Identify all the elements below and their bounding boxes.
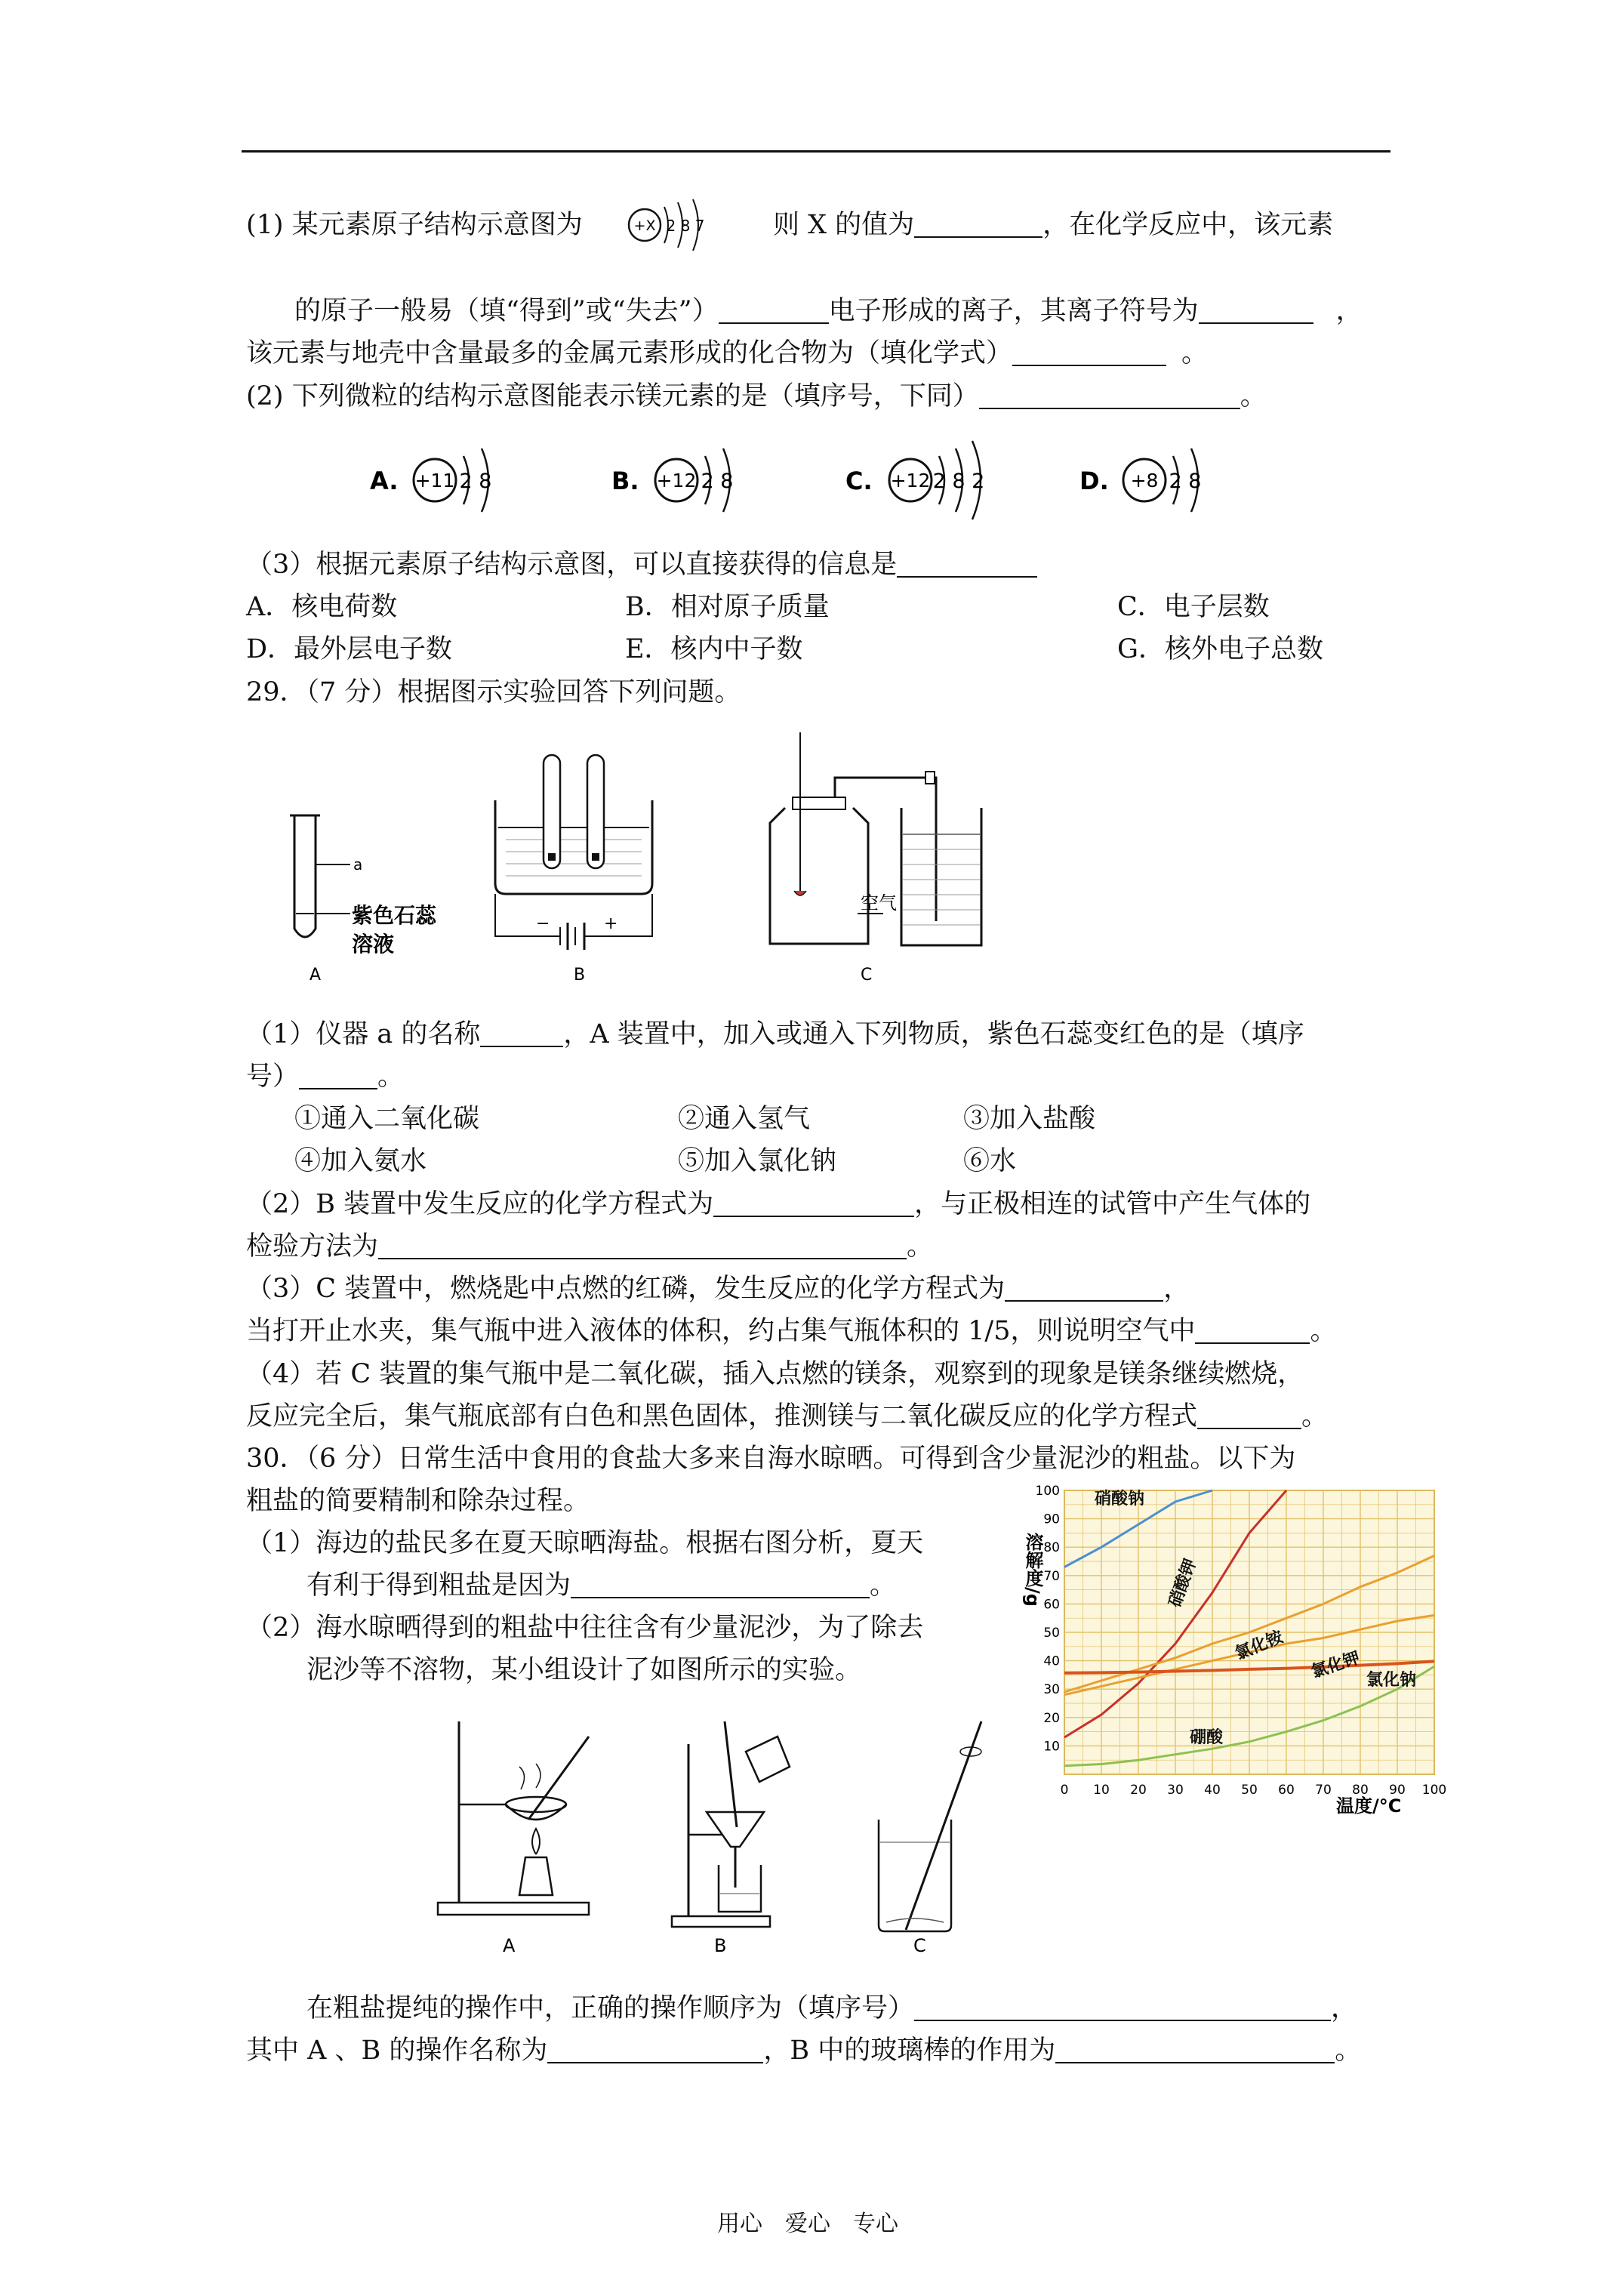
q29-item-4: ④加入氨水 [294, 1146, 427, 1176]
chart-y-ticks [1036, 1484, 1060, 1754]
y-tick-label: 100 [1035, 1484, 1060, 1499]
x-tick-label: 60 [1278, 1783, 1295, 1798]
q28-opt-g: G．核外电子总数 [1117, 634, 1323, 664]
blank-equation-mg[interactable] [1197, 1402, 1301, 1429]
chart-xlabel: 温度/°C [1336, 1795, 1402, 1817]
q30-p1-a: （1）海边的盐民多在夏天晾晒海盐。根据右图分析，夏天 [246, 1528, 924, 1558]
solubility-chart [1012, 1480, 1464, 1827]
svg-text:B: B [574, 966, 586, 985]
blank-compound[interactable] [1012, 339, 1166, 366]
svg-text:+12: +12 [890, 470, 931, 492]
fig-c-dissolving [879, 1721, 981, 1955]
q28-p1-a: (1) 某元素原子结构示意图为 [246, 210, 583, 240]
x-tick-label: 100 [1421, 1783, 1447, 1798]
svg-text:B.: B. [611, 467, 639, 495]
y-tick-label: 80 [1043, 1540, 1060, 1556]
q28-line1-b [773, 208, 1333, 242]
q28-p2-line [246, 380, 1267, 413]
q29-p1-a: （1）仪器 a 的名称 [246, 1019, 481, 1049]
blank-x[interactable] [914, 211, 1042, 238]
svg-text:2 8 2: 2 8 2 [932, 470, 985, 493]
q29-apparatus [279, 725, 1042, 997]
blank-gain-lose[interactable] [719, 297, 829, 324]
q30-p3-c: 其中 A 、B 的操作名称为 [246, 2036, 548, 2066]
q28-atom-diagram [625, 198, 725, 252]
fig-b-filtration [672, 1721, 790, 1955]
q30-p1-line2 [306, 1569, 896, 1602]
blank-order[interactable] [914, 1994, 1331, 2021]
svg-text:−: − [536, 914, 550, 933]
atom-options [362, 429, 1238, 527]
shell-numbers: 2 8 7 [666, 217, 705, 235]
q28-opt-c: C．电子层数 [1117, 592, 1270, 622]
label-h3bo3: 硼酸 [1190, 1728, 1224, 1747]
q29-item-6: ⑥水 [963, 1146, 1017, 1176]
header-rule [242, 150, 1390, 153]
blank-operation[interactable] [547, 2036, 763, 2063]
svg-text:紫色石蕊: 紫色石蕊 [352, 903, 437, 928]
q29-p4-b: 反应完全后，集气瓶底部有白色和黑色固体，推测镁与二氧化碳反应的化学方程式 [246, 1401, 1198, 1432]
q30-p3-a: 在粗盐提纯的操作中，正确的操作顺序为（填序号） [306, 1993, 915, 2023]
fig-b-electrolysis [495, 755, 652, 985]
q28-opt-d: D．最外层电子数 [246, 634, 453, 664]
x-tick-label: 20 [1130, 1783, 1147, 1798]
blank-instrument[interactable] [480, 1020, 563, 1047]
q29-p4-line2 [246, 1400, 1328, 1433]
q29-p3-b: ， [1163, 1274, 1190, 1304]
q29-p3-line1 [246, 1272, 1190, 1305]
q30-p2-a: （2）海水晾晒得到的粗盐中往往含有少量泥沙，为了除去 [246, 1613, 924, 1643]
chart-ylabel: 溶解度/g [1022, 1533, 1043, 1607]
svg-text:溶液: 溶液 [352, 932, 395, 957]
blank-test-method[interactable] [378, 1232, 907, 1259]
q30-p3-b: ， [1331, 1993, 1358, 2023]
blank-reason[interactable] [571, 1571, 870, 1598]
blank-mg[interactable] [979, 382, 1240, 409]
q28-p3-line [246, 548, 1037, 581]
atom-b[interactable] [611, 448, 733, 512]
blank-red[interactable] [299, 1062, 377, 1089]
blank-ion[interactable] [1199, 297, 1313, 324]
q30-p1-b: 有利于得到粗盐是因为 [306, 1570, 571, 1601]
label-nacl: 氯化钠 [1366, 1671, 1417, 1690]
q30-title: 30．（6 分）日常生活中食用的食盐大多来自海水晾晒。可得到含少量泥沙的粗盐。以下为 [246, 1444, 1296, 1474]
q29-p4-c: 。 [1301, 1401, 1329, 1432]
y-tick-label: 70 [1043, 1568, 1060, 1584]
q29-p2-b: ，与正极相连的试管中产生气体的 [914, 1189, 1311, 1219]
label-kcl: 氯化钾 [1309, 1648, 1363, 1682]
atom-d[interactable] [1079, 448, 1201, 512]
q29-p1-d: 。 [377, 1062, 405, 1092]
x-tick-label: 10 [1093, 1783, 1110, 1798]
q29-p2-line1 [246, 1188, 1310, 1221]
q30-p3-line2 [246, 2034, 1361, 2067]
blank-equation-c[interactable] [1005, 1274, 1163, 1302]
q28-line1 [246, 208, 583, 242]
x-tick-label: 90 [1389, 1783, 1406, 1798]
q28-line2 [294, 294, 1363, 328]
svg-text:B: B [714, 1935, 727, 1955]
fig-a-evaporation [438, 1721, 589, 1955]
q29-p1-b: ，A 装置中，加入或通入下列物质，紫色石蕊变红色的是（填序 [563, 1019, 1304, 1049]
fig-a-test-tube [290, 815, 437, 985]
svg-text:+8: +8 [1130, 470, 1159, 492]
q30-p3-line1 [306, 1992, 1357, 2025]
q29-p1-c: 号） [246, 1062, 300, 1092]
q29-p2-c: 检验方法为 [246, 1231, 379, 1262]
y-tick-label: 30 [1043, 1682, 1060, 1698]
q29-item-3: ③加入盐酸 [963, 1104, 1096, 1134]
svg-text:+12: +12 [656, 470, 697, 492]
q29-p3-line2 [246, 1314, 1336, 1348]
svg-text:a: a [353, 855, 363, 874]
svg-text:C: C [913, 1935, 926, 1955]
q30-p3-e: 。 [1335, 2036, 1362, 2066]
q29-p3-c: 当打开止水夹，集气瓶中进入液体的体积，约占集气瓶体积的 1/5，则说明空气中 [246, 1316, 1196, 1346]
svg-text:A: A [503, 1935, 516, 1955]
q29-p3-a: （3）C 装置中，燃烧匙中点燃的红磷，发生反应的化学方程式为 [246, 1274, 1006, 1304]
x-tick-label: 80 [1352, 1783, 1369, 1798]
q28-p1-g: 该元素与地壳中含量最多的金属元素形成的化合物为（填化学式） [246, 338, 1013, 368]
q28-p1-f: ， [1335, 296, 1363, 326]
x-tick-label: 30 [1167, 1783, 1184, 1798]
q28-p1-c: ，在化学反应中，该元素 [1042, 210, 1334, 240]
svg-text:空气: 空气 [861, 892, 897, 914]
q30-apparatus [423, 1706, 996, 1955]
svg-text:+: + [604, 914, 618, 933]
nucleus-text: +X [633, 217, 656, 234]
y-tick-label: 10 [1043, 1739, 1060, 1755]
q30-p3-d: ，B 中的玻璃棒的作用为 [763, 2036, 1056, 2066]
x-tick-label: 50 [1241, 1783, 1258, 1798]
svg-text:C.: C. [845, 467, 873, 495]
q29-p3-d: 。 [1310, 1316, 1337, 1346]
q30-line2: 粗盐的简要精制和除杂过程。 [246, 1486, 590, 1516]
fig-c-oxygen-test [770, 732, 981, 985]
q29-item-5: ⑤加入氯化钠 [678, 1146, 837, 1176]
q29-p1-line2 [246, 1060, 404, 1093]
x-tick-label: 40 [1204, 1783, 1221, 1798]
y-tick-label: 40 [1043, 1653, 1060, 1669]
svg-text:C: C [861, 966, 873, 985]
q28-p1-b: 则 X 的值为 [773, 210, 915, 240]
svg-text:A: A [310, 966, 322, 985]
atom-c[interactable] [845, 441, 984, 519]
label-nano3: 硝酸钠 [1095, 1490, 1145, 1509]
q28-p2-end: 。 [1240, 381, 1267, 411]
svg-text:D.: D. [1079, 467, 1109, 495]
q28-p1-e: 电子形成的离子，其离子符号为 [828, 296, 1199, 326]
y-tick-label: 50 [1043, 1626, 1060, 1641]
q29-p2-line2 [246, 1230, 933, 1263]
q29-title: 29．（7 分）根据图示实验回答下列问题。 [246, 677, 741, 707]
q28-line3 [246, 337, 1208, 370]
q29-p2-a: （2）B 装置中发生反应的化学方程式为 [246, 1189, 714, 1219]
q28-opt-b: B．相对原子质量 [625, 592, 830, 622]
q29-item-2: ②通入氢气 [678, 1104, 811, 1134]
q30-p2-b: 泥沙等不溶物，某小组设计了如图所示的实验。 [306, 1655, 862, 1685]
q30-p1-c: 。 [870, 1570, 897, 1601]
y-tick-label: 60 [1043, 1597, 1060, 1613]
svg-text:2 8: 2 8 [701, 470, 734, 493]
label-kno3: 硝酸钾 [1166, 1556, 1201, 1610]
y-tick-label: 90 [1043, 1512, 1060, 1527]
svg-text:2 8: 2 8 [1169, 470, 1202, 493]
svg-text:2 8: 2 8 [459, 470, 492, 493]
x-tick-label: 70 [1315, 1783, 1332, 1798]
blank-air[interactable] [1195, 1317, 1310, 1344]
q28-opt-e: E．核内中子数 [625, 634, 803, 664]
label-nh4cl: 氯化铵 [1232, 1627, 1286, 1664]
q28-p1-d: 的原子一般易（填“得到”或“失去”） [294, 296, 719, 326]
svg-text:+11: +11 [414, 470, 455, 492]
q28-opt-a: A．核电荷数 [246, 592, 398, 622]
page-footer: 用心 爱心 专心 [717, 2211, 898, 2237]
blank-equation-b[interactable] [713, 1190, 914, 1217]
q28-p2: (2) 下列微粒的结构示意图能表示镁元素的是（填序号，下同） [246, 381, 979, 411]
q29-p4-line1: （4）若 C 装置的集气瓶中是二氧化碳，插入点燃的镁条，观察到的现象是镁条继续燃烧， [246, 1359, 1304, 1389]
q29-item-1: ①通入二氧化碳 [294, 1104, 480, 1134]
q29-p1-line1 [246, 1018, 1304, 1051]
blank-rod-role[interactable] [1055, 2036, 1335, 2063]
blank-info[interactable] [897, 550, 1037, 578]
q28-p1-h: 。 [1181, 338, 1209, 368]
svg-text:A.: A. [370, 467, 399, 495]
y-tick-label: 20 [1043, 1710, 1060, 1726]
atom-a[interactable] [370, 448, 491, 512]
q29-p2-d: 。 [907, 1231, 934, 1262]
q28-p3: （3）根据元素原子结构示意图，可以直接获得的信息是 [246, 550, 898, 580]
x-tick-label: 0 [1060, 1783, 1069, 1798]
